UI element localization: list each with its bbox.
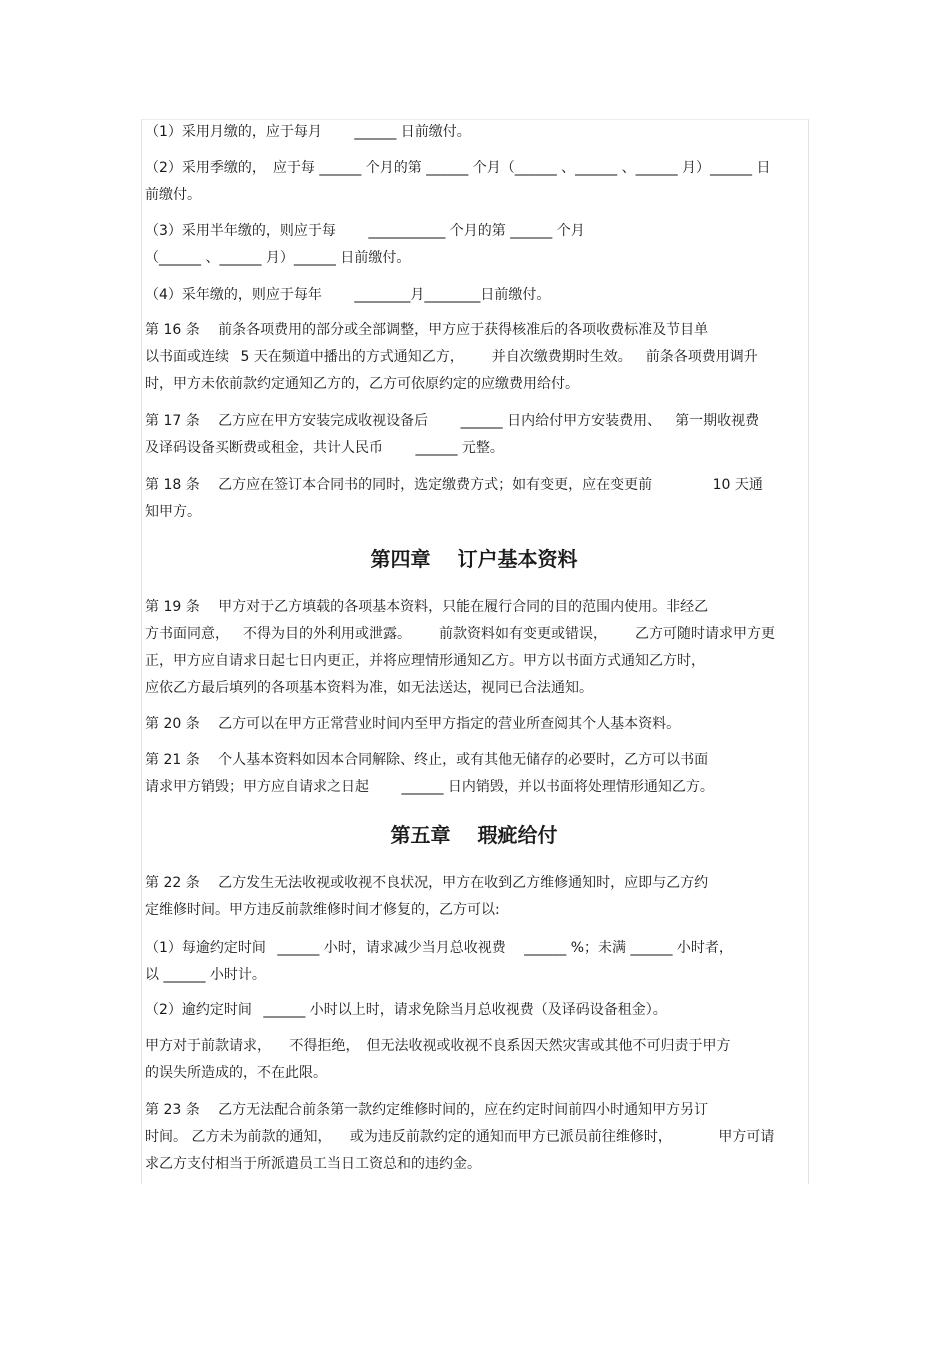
article-21: 第 21 条 个人基本资料如因本合同解除、终止，或有其他无储存的必要时，乙方可以书面 请求甲方销毁；甲方应自请求之日起 ______ 日内销毁，并以书面将处理情形通知乙方。 — [145, 752, 714, 795]
payment-semiannual: （3）采用半年缴的，则应于每 ___________ 个月的第 ______ 个月 （______ 、______ 月）______ 日前缴付。 — [145, 223, 585, 266]
article-22-item-1: （1）每逾约定时间 ______ 小时，请求减少当月总收视费 ______ %；未满 ______ 小时者， 以 ______ 小时计。 — [145, 940, 733, 983]
article-17: 第 17 条 乙方应在甲方安装完成收视设备后 ______ 日内给付甲方安装费用、 第一期收视费 及译码设备买断费或租金，共计人民币 ______ 元整。 — [145, 413, 760, 456]
payment-quarterly: （2）采用季缴的， 应于每 ______ 个月的第 ______ 个月（______ 、______ 、______ 月）______ 日 前缴付。 — [145, 160, 771, 203]
article-19: 第 19 条 甲方对于乙方填载的各项基本资料，只能在履行合同的目的范围内使用。非经乙 方书面同意， 不得为目的外利用或泄露。 前款资料如有变更或错误， 乙方可随时请求甲方更 正，甲方应自请求日起七日内更正，并将应理情形通知乙方。甲方以书面方式通知乙方时， 应依乙方最后填列的各项基本资料为准，如无法送达，视同已合法通知。 — [145, 599, 775, 696]
chapter-5-heading: 第五章 瑕疵给付 — [390, 823, 558, 847]
payment-monthly: （1）采用月缴的，应于每月 ______ 日前缴付。 — [145, 124, 471, 140]
article-22-exception: 甲方对于前款请求， 不得拒绝， 但无法收视或收视不良系因天然灾害或其他不可归责于甲方 的误失所造成的，不在此限。 — [145, 1038, 731, 1081]
article-18: 第 18 条 乙方应在签订本合同书的同时，选定缴费方式；如有变更，应在变更前 10 天通 知甲方。 — [145, 477, 763, 520]
article-22-item-2: （2）逾约定时间 ______ 小时以上时，请求免除当月总收视费（及译码设备租金）。 — [145, 1002, 667, 1018]
chapter-4-heading: 第四章 订户基本资料 — [370, 547, 578, 571]
article-16: 第 16 条 前条各项费用的部分或全部调整，甲方应于获得核准后的各项收费标准及节目单 以书面或连续 5 天在频道中播出的方式通知乙方， 并自次缴费期时生效。 前条各项费用调升 时，甲方未依前款约定通知乙方的，乙方可依原约定的应缴费用给付。 — [145, 322, 758, 392]
article-22: 第 22 条 乙方发生无法收视或收视不良状况，甲方在收到乙方维修通知时，应即与乙方约 定维修时间。甲方违反前款维修时间才修复的，乙方可以: — [145, 875, 709, 918]
article-23: 第 23 条 乙方无法配合前条第一款约定维修时间的，应在约定时间前四小时通知甲方另订 时间。 乙方未为前款的通知， 或为违反前款约定的通知而甲方已派员前往维修时， 甲方可请 求乙方支付相当于所派遣员工当日工资总和的违约金。 — [145, 1102, 775, 1172]
payment-annual: （4）采年缴的，则应于每年 ________月________日前缴付。 — [145, 287, 551, 303]
article-20: 第 20 条 乙方可以在甲方正常营业时间内至甲方指定的营业所查阅其个人基本资料。 — [145, 716, 681, 732]
